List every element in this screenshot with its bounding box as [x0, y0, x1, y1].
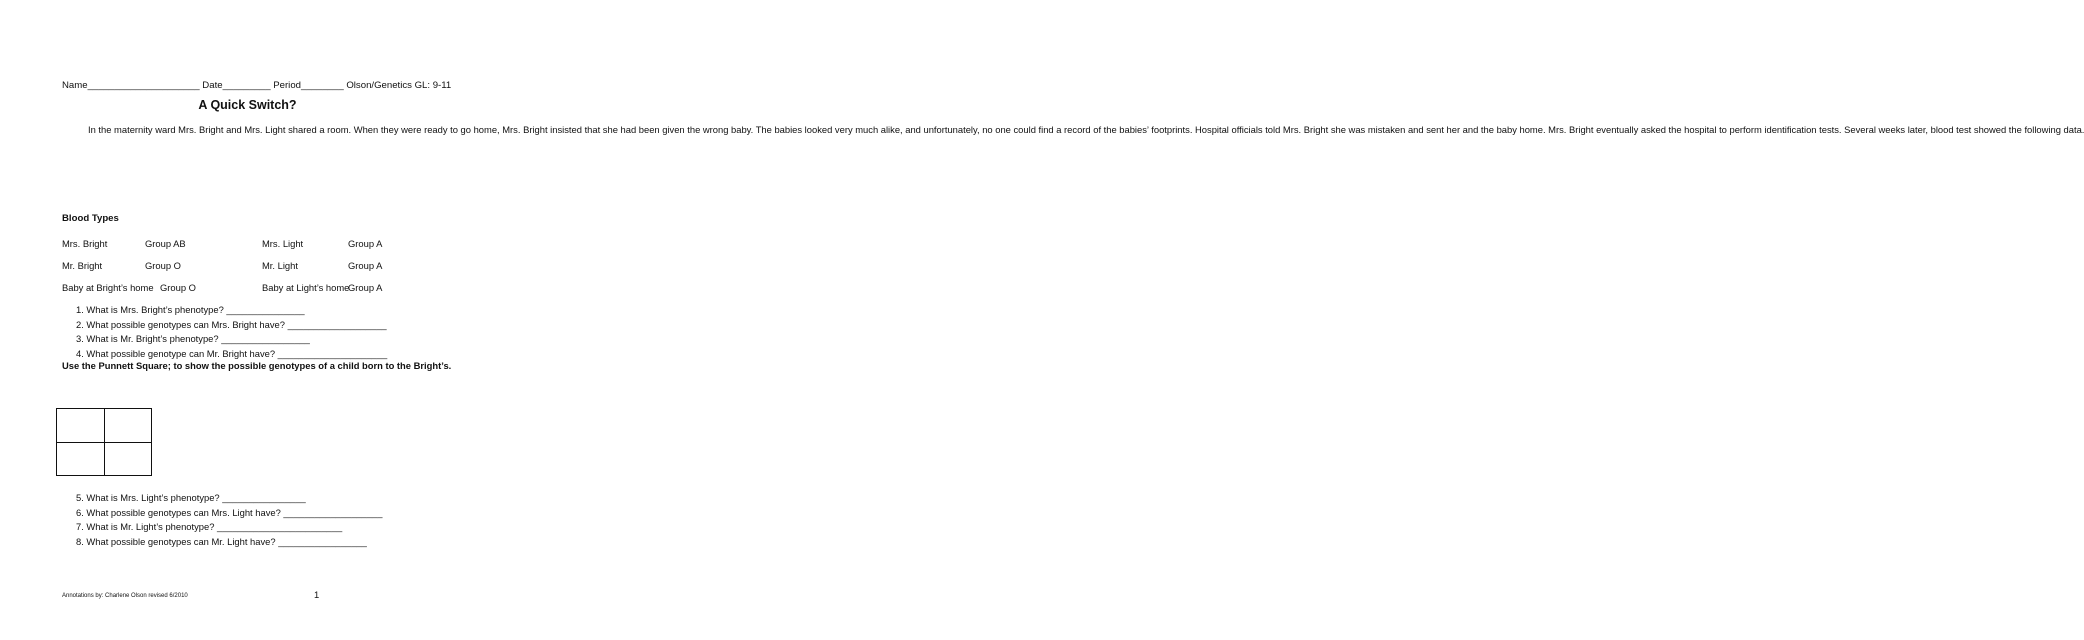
- person-baby-bright: Baby at Bright’s home: [62, 282, 154, 293]
- question-item: 5. What is Mrs. Light’s phenotype? ________________: [76, 492, 306, 503]
- story-paragraph: [62, 122, 2084, 139]
- footer-annotation: Annotations by: Charlene Olson revised 6/2010: [62, 593, 188, 599]
- punnett-square: [56, 408, 152, 476]
- question-list-part2: [76, 491, 382, 549]
- group-baby-light: Group A: [348, 282, 383, 293]
- person-mr-bright: Mr. Bright: [62, 260, 103, 271]
- group-mr-bright: Group O: [145, 260, 181, 271]
- person-mrs-light: Mrs. Light: [262, 238, 304, 249]
- question-item: 2. What possible genotypes can Mrs. Bright have? ___________________: [76, 318, 387, 330]
- group-baby-bright: Group O: [160, 282, 196, 293]
- story-text: In the maternity ward Mrs. Bright and Mrs. Light shared a room. When they were ready to go home, Mrs. Bright insisted that she had been given the wrong baby. The babies looked very much alike, and unfortunately, no one could find a record of the babies’ footprints. Hospital officials told Mrs. Bright she was mistaken and sent her and the baby home. Mrs. Bright eventually asked the hospital to perform identification tests. Several weeks later, blood test showed the following data.: [88, 124, 2084, 135]
- group-mrs-light: Group A: [348, 238, 383, 249]
- person-mr-light: Mr. Light: [262, 260, 298, 271]
- person-baby-light: Baby at Light’s home: [262, 282, 350, 293]
- question-item: 3. What is Mr. Bright’s phenotype? _________________: [76, 333, 310, 344]
- question-item: 1. What is Mrs. Bright’s phenotype? _______________: [76, 304, 305, 315]
- punnett-cell: [57, 409, 105, 443]
- person-mrs-bright: Mrs. Bright: [62, 238, 108, 249]
- worksheet-title: A Quick Switch?: [198, 98, 297, 112]
- page-number: 1: [314, 589, 320, 600]
- blood-types-heading: Blood Types: [62, 213, 119, 224]
- header-info-line: Name_____________________ Date_________ Period________ Olson/Genetics GL: 9-11: [62, 80, 452, 91]
- question-list-part1: [76, 303, 387, 361]
- punnett-cell: [104, 409, 152, 443]
- punnett-cell: [57, 442, 105, 476]
- punnett-cell: [104, 442, 152, 476]
- group-mr-light: Group A: [348, 260, 383, 271]
- question-item: 6. What possible genotypes can Mrs. Light have? ___________________: [76, 506, 383, 518]
- group-mrs-bright: Group AB: [145, 238, 186, 249]
- punnett-instruction: Use the Punnett Square; to show the possible genotypes of a child born to the Bright’s.: [62, 360, 452, 371]
- question-item: 7. What is Mr. Light’s phenotype? ________________________: [76, 521, 343, 532]
- question-item: 8. What possible genotypes can Mr. Light have? _________________: [76, 535, 367, 547]
- question-item: 4. What possible genotype can Mr. Bright have? _____________________: [76, 347, 388, 359]
